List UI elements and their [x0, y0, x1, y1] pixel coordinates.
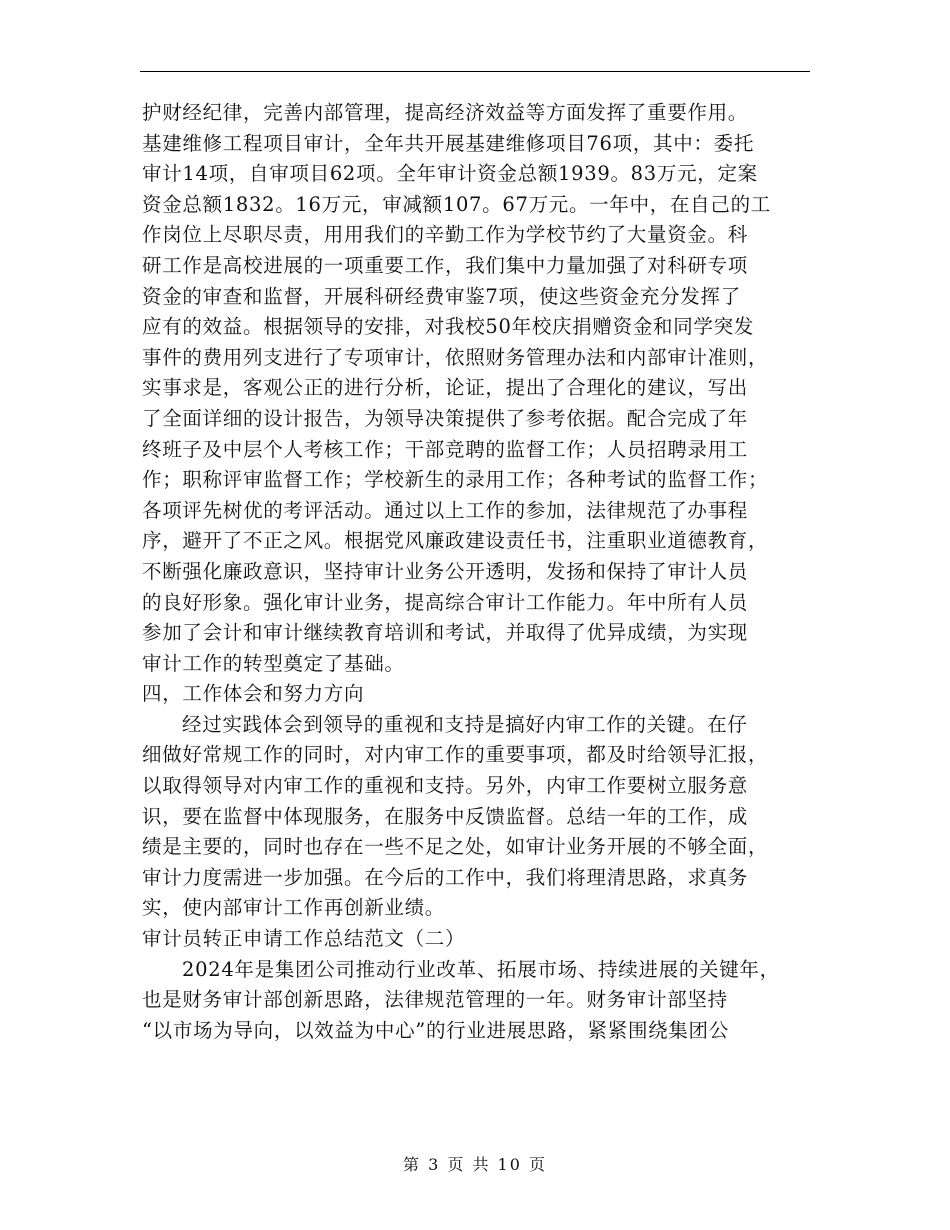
text-line: 审计力度需进一步加强。在今后的工作中，我们将理清思路，求真务: [142, 865, 749, 889]
text-line: “以市场为导向，以效益为中心”的行业进展思路，紧紧围绕集团公: [142, 1018, 729, 1042]
text-line: 的良好形象。强化审计业务，提高综合审计工作能力。年中所有人员: [142, 590, 749, 614]
header-rule: [140, 71, 810, 72]
text-line: 了全面详细的设计报告，为领导决策提供了参考依据。配合完成了年: [142, 406, 749, 430]
document-body: [142, 98, 810, 1046]
text-line: 资金的审查和监督，开展科研经费审鉴7项，使这些资金充分发挥了: [142, 284, 741, 308]
text-line: 事件的费用列支进行了专项审计，依照财务管理办法和内部审计准则，: [142, 345, 769, 369]
text-line: 基建维修工程项目审计，全年共开展基建维修项目76项，其中：委托: [142, 131, 755, 155]
paragraph-2: [142, 710, 810, 924]
text-line: 不断强化廉政意识，坚持审计业务公开透明，发扬和保持了审计人员: [142, 559, 749, 583]
section-heading-4: [142, 679, 810, 710]
section-title: [142, 924, 810, 955]
heading-text: 四，工作体会和努力方向: [142, 682, 365, 706]
text-line: 应有的效益。根据领导的安排，对我校50年校庆捐赠资金和同学突发: [142, 315, 755, 339]
text-line: 各项评先树优的考评活动。通过以上工作的参加，法律规范了办事程: [142, 498, 749, 522]
text-line: 以取得领导对内审工作的重视和支持。另外，内审工作要树立服务意: [142, 774, 749, 798]
paragraph-3: [142, 955, 810, 1047]
text-line: 作；职称评审监督工作；学校新生的录用工作；各种考试的监督工作；: [142, 468, 769, 492]
text-line: 终班子及中层个人考核工作；干部竞聘的监督工作；人员招聘录用工: [142, 437, 749, 461]
paragraph-1: [142, 98, 810, 679]
text-line: 作岗位上尽职尽责，用用我们的辛勤工作为学校节约了大量资金。科: [142, 223, 749, 247]
text-line: 也是财务审计部创新思路，法律规范管理的一年。财务审计部坚持: [142, 988, 728, 1012]
text-line: 2024年是集团公司推动行业改革、拓展市场、持续进展的关键年，: [182, 957, 780, 981]
text-line: 参加了会计和审计继续教育培训和考试，并取得了优异成绩，为实现: [142, 621, 749, 645]
text-line: 经过实践体会到领导的重视和支持是搞好内审工作的关键。在仔: [182, 712, 748, 736]
page-footer: [0, 1152, 950, 1175]
text-line: 实事求是，客观公正的进行分析，论证，提出了合理化的建议，写出: [142, 376, 749, 400]
text-line: 实，使内部审计工作再创新业绩。: [142, 896, 446, 920]
text-line: 绩是主要的，同时也存在一些不足之处，如审计业务开展的不够全面，: [142, 835, 769, 859]
text-line: 审计14项，自审项目62项。全年审计资金总额1939。83万元，定案: [142, 162, 758, 186]
text-line: 研工作是高校进展的一项重要工作，我们集中力量加强了对科研专项: [142, 253, 749, 277]
text-line: 资金总额1832。16万元，审减额107。67万元。一年中，在自己的工: [142, 192, 771, 216]
section-title-text: 审计员转正申请工作总结范文（二）: [142, 927, 466, 951]
text-line: 护财经纪律，完善内部管理，提高经济效益等方面发挥了重要作用。: [142, 101, 749, 124]
text-line: 序，避开了不正之风。根据党风廉政建设责任书，注重职业道德教育，: [142, 529, 769, 553]
text-line: 审计工作的转型奠定了基础。: [142, 651, 405, 675]
text-line: 识，要在监督中体现服务，在服务中反馈监督。总结一年的工作，成: [142, 804, 749, 828]
text-line: 细做好常规工作的同时，对内审工作的重要事项，都及时给领导汇报，: [142, 743, 769, 767]
page-number-label: 第 3 页 共 10 页: [403, 1155, 547, 1174]
